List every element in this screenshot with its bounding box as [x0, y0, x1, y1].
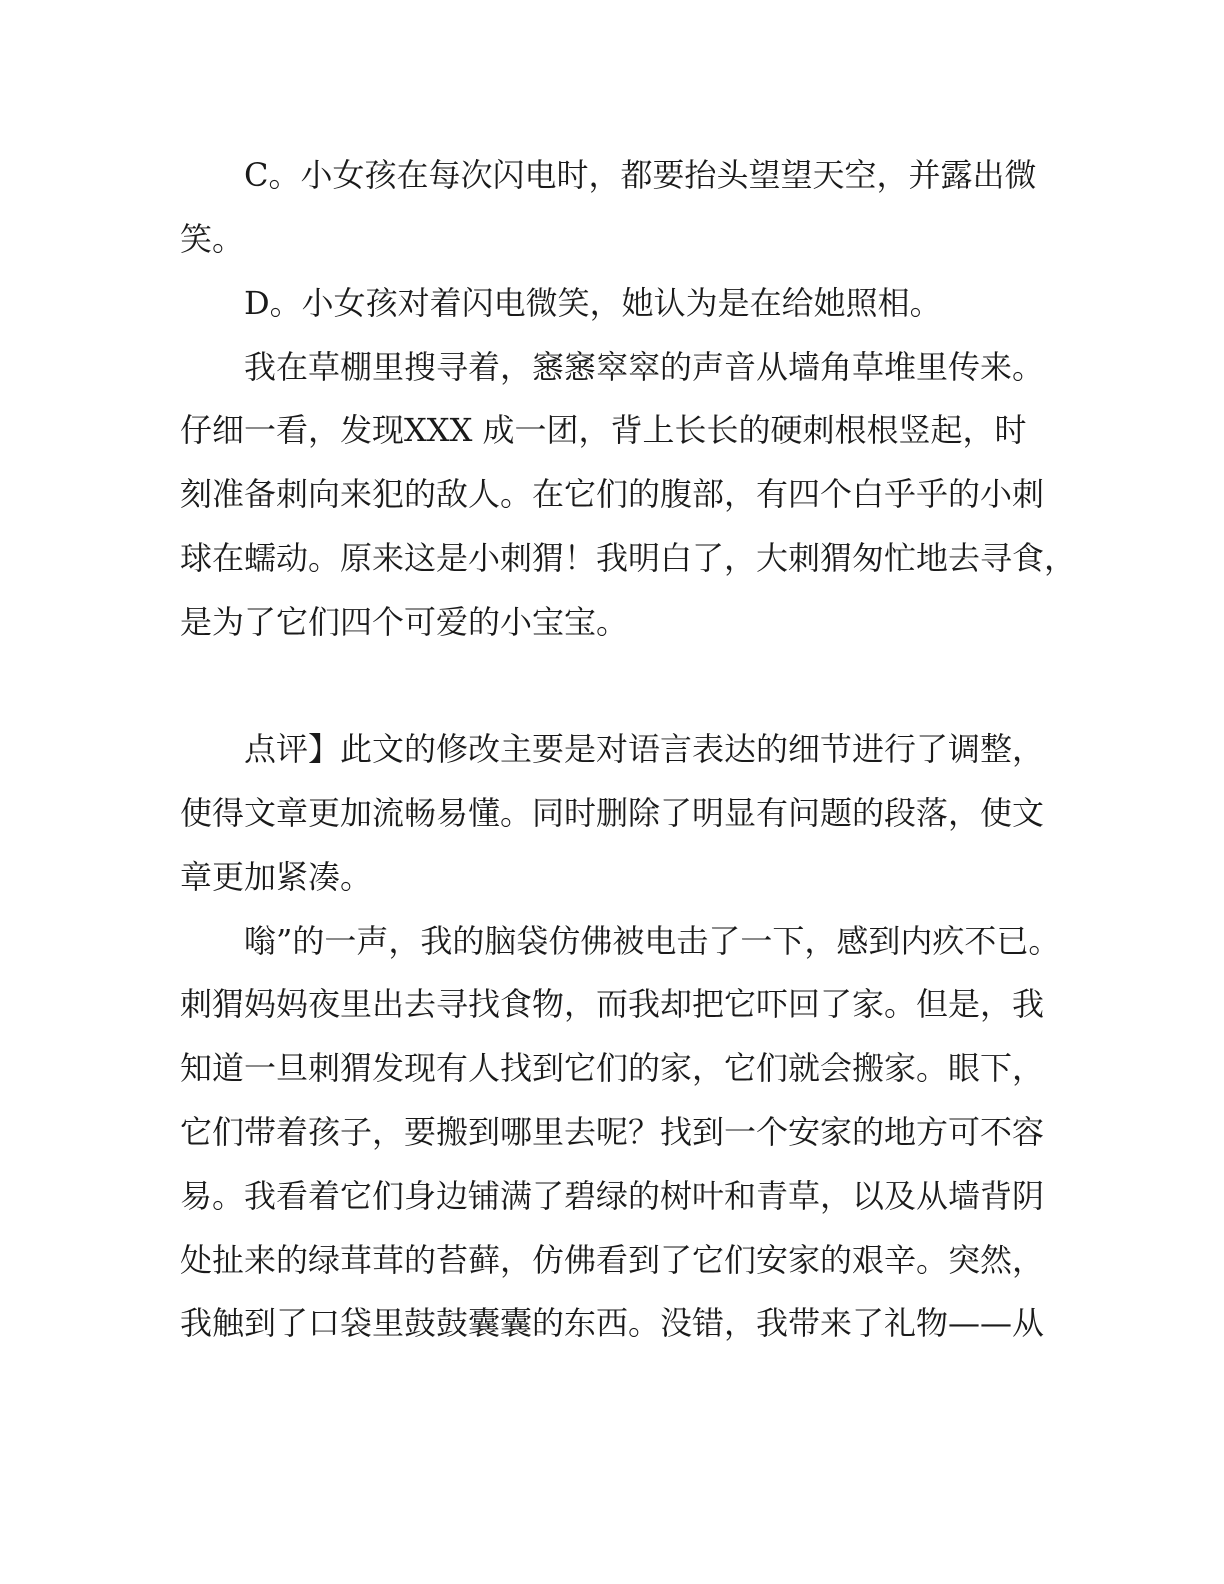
text-line-paragraph-2: 易。我看着它们身边铺满了碧绿的树叶和青草，以及从墙背阴 [180, 1177, 1045, 1215]
text-line-paragraph-2: 知道一旦刺猬发现有人找到它们的家，它们就会搬家。眼下， [180, 1049, 1045, 1087]
text-line-paragraph-2: 刺猬妈妈夜里出去寻找食物，而我却把它吓回了家。但是，我 [180, 985, 1045, 1023]
text-line-paragraph-1: 我在草棚里搜寻着，窸窸窣窣的声音从墙角草堆里传来。 [244, 348, 1045, 386]
text-line-option-c-cont: 笑。 [180, 220, 245, 258]
text-line-comment: 使得文章更加流畅易懂。同时删除了明显有问题的段落，使文 [180, 794, 1045, 832]
text-line-paragraph-2: 它们带着孩子，要搬到哪里去呢？找到一个安家的地方可不容 [180, 1113, 1045, 1151]
text-line-paragraph-1: 是为了它们四个可爱的小宝宝。 [180, 603, 629, 641]
text-line-paragraph-1: 刻准备刺向来犯的敌人。在它们的腹部，有四个白乎乎的小刺 [180, 475, 1045, 513]
text-line-comment: 点评】此文的修改主要是对语言表达的细节进行了调整， [244, 730, 1045, 768]
text-line-paragraph-1: 仔细一看，发现XXX 成一团，背上长长的硬刺根根竖起，时 [180, 411, 1027, 449]
text-line-comment: 章更加紧凑。 [180, 858, 373, 896]
text-line-paragraph-2: 处扯来的绿茸茸的苔藓，仿佛看到了它们安家的艰辛。突然， [180, 1241, 1045, 1279]
text-line-option-c: C。小女孩在每次闪电时，都要抬头望望天空，并露出微 [244, 156, 1037, 194]
text-line-paragraph-2: 嗡”的一声，我的脑袋仿佛被电击了一下，感到内疚不已。 [244, 922, 1061, 960]
text-line-paragraph-1: 球在蠕动。原来这是小刺猬！我明白了，大刺猬匆忙地去寻食， [180, 539, 1077, 577]
text-line-option-d: D。小女孩对着闪电微笑，她认为是在给她照相。 [244, 284, 942, 322]
text-line-paragraph-2: 我触到了口袋里鼓鼓囊囊的东西。没错，我带来了礼物——从 [180, 1304, 1045, 1342]
